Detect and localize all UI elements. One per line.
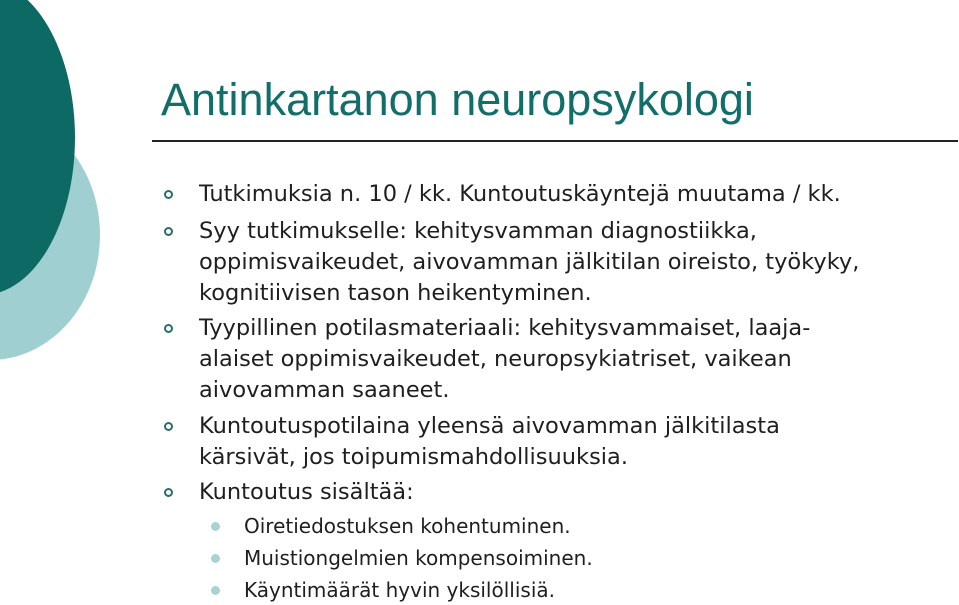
bullet-line: Syy tutkimukselle: kehitysvamman diagnostiikka, (199, 218, 757, 244)
bullet-circle-icon (164, 422, 173, 431)
bullet-circle-icon (164, 488, 173, 497)
sub-bullet-line: Muistiongelmien kompensoiminen. (244, 546, 593, 570)
sub-bullet-dot-icon (211, 586, 220, 595)
bullet-line: Tyypillinen potilasmateriaali: kehitysvammaiset, laaja- (199, 315, 811, 341)
bullet-line: Tutkimuksia n. 10 / kk. Kuntoutuskäyntejä muutama / kk. (199, 181, 841, 207)
slide-title: Antinkartanon neuropsykologi (161, 74, 754, 125)
sub-bullet-dot-icon (211, 554, 220, 563)
bullet-circle-icon (164, 324, 173, 333)
bullet-line: Kuntoutuspotilaina yleensä aivovamman jälkitilasta (199, 413, 780, 439)
bullet-circle-icon (164, 190, 173, 199)
sub-bullet-dot-icon (211, 522, 220, 531)
sub-bullet-line: Käyntimäärät hyvin yksilöllisiä. (244, 578, 555, 602)
bullet-line: Kuntoutus sisältää: (199, 479, 414, 505)
bullet-line: alaiset oppimisvaikeudet, neuropsykiatriset, vaikean (199, 346, 792, 372)
sub-bullet-line: Oiretiedostuksen kohentuminen. (244, 514, 571, 538)
bullet-line: kognitiivisen tason heikentyminen. (199, 280, 592, 306)
title-divider (152, 140, 958, 142)
bullet-line: oppimisvaikeudet, aivovamman jälkitilan oireisto, työkyky, (199, 249, 860, 275)
bullet-line: aivovamman saaneet. (199, 377, 450, 403)
bullet-line: kärsivät, jos toipumismahdollisuuksia. (199, 444, 628, 470)
bullet-circle-icon (164, 227, 173, 236)
